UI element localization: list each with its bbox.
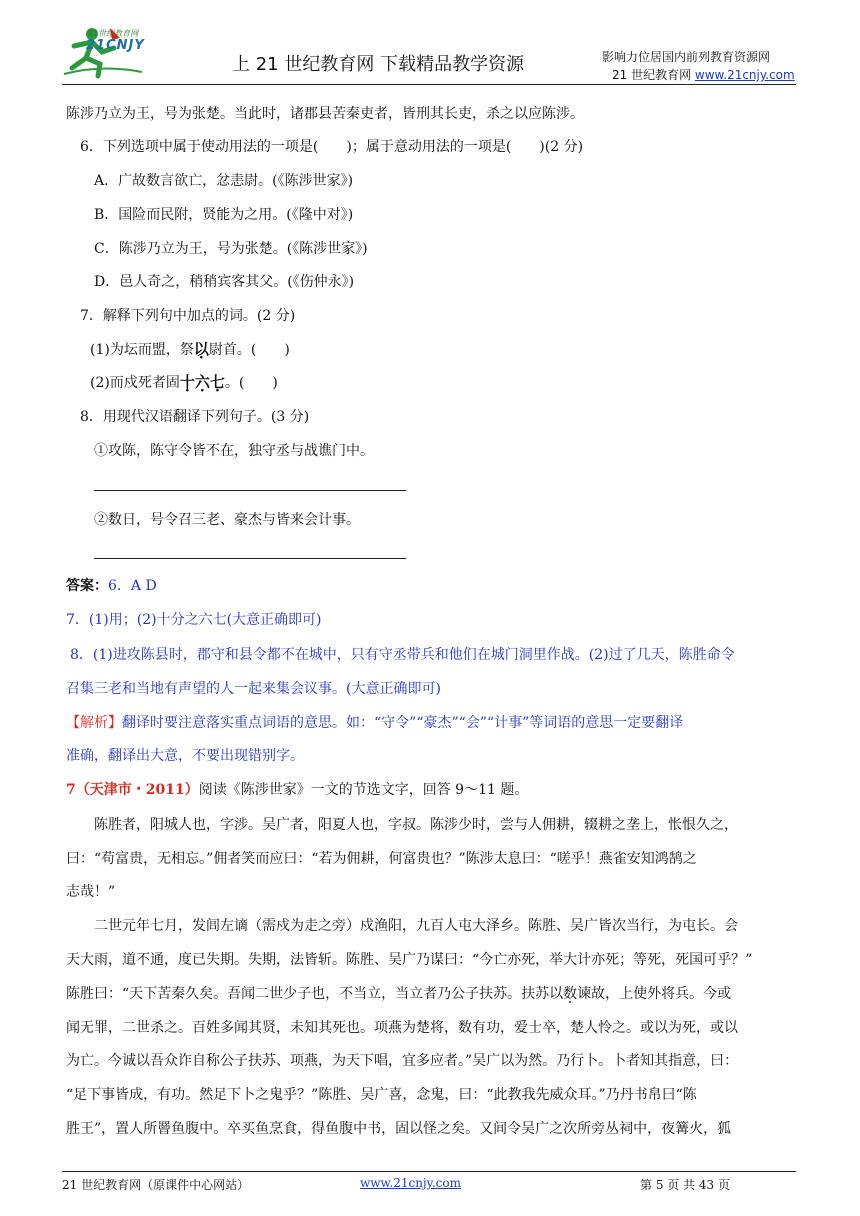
question-7: 7．解释下列句中加点的词。(2 分) bbox=[80, 308, 296, 324]
answer-label: 答案： bbox=[66, 578, 108, 594]
question-7-item-1 bbox=[90, 339, 290, 360]
header-site-label: 21 世纪教育网 bbox=[612, 68, 695, 82]
analysis-line-2: 准确，翻译出大意，不要出现错别字。 bbox=[66, 748, 304, 764]
analysis-tag: 【解析】 bbox=[66, 715, 122, 731]
header-site bbox=[612, 66, 795, 83]
answer-8-line-2: 召集三老和当地有声望的人一起来集会议事。(大意正确即可) bbox=[66, 681, 441, 697]
answer-7: 7．(1)用；(2)十分之六七(大意正确即可) bbox=[66, 612, 322, 628]
q7-1-dotted-word: 以 bbox=[193, 340, 209, 358]
question-8: 8．用现代汉语翻译下列句子。(3 分) bbox=[80, 409, 310, 425]
passage-line-6-a: 陈胜曰：“天下苦秦久矣。吾闻二世少子也，不当立，当立者乃公子扶苏。扶苏以 bbox=[66, 986, 564, 1002]
footer-divider bbox=[62, 1171, 796, 1172]
option-b: B．国险而民附，贤能为之用。(《隆中对》) bbox=[94, 207, 354, 223]
passage-line-2: 曰：“苟富贵，无相忘。”佣者笑而应曰：“若为佣耕，何富贵也？”陈涉太息曰：“嗟乎！燕雀安知鸿鹄之 bbox=[66, 851, 697, 867]
logo-text-brand: 21CNJY bbox=[86, 38, 145, 53]
passage-line-6 bbox=[66, 984, 731, 1004]
question-group-7 bbox=[66, 780, 528, 800]
passage-line-8: 为亡。今诚以吾众诈自称公子扶苏、项燕，为天下唱，宜多应者。”吴广以为然。乃行卜。卜者知其指意，曰： bbox=[66, 1053, 739, 1069]
answer-blank-line-2 bbox=[94, 558, 406, 559]
passage-line-9: “足下事皆成，有功。然足下卜之鬼乎？”陈胜、吴广喜，念鬼，曰：“此教我先威众耳。”乃丹书帛曰“陈 bbox=[66, 1087, 697, 1103]
passage-line-4: 二世元年七月，发闾左谪（需戍为走之旁）戍渔阳，九百人屯大泽乡。陈胜、吴广皆次当行，为屯长。会 bbox=[94, 918, 738, 934]
footer-site-link[interactable]: www.21cnjy.com bbox=[360, 1176, 461, 1190]
answer-6: 6．A D bbox=[108, 578, 157, 594]
answer-line bbox=[66, 576, 157, 596]
question-8-sentence-1: ①攻陈，陈守令皆不在，独守丞与战谯门中。 bbox=[94, 443, 374, 459]
answer-8-line-1: 8．(1)进攻陈县时，郡守和县令都不在城中，只有守丞带兵和他们在城门洞里作战。(2)过了几天，陈胜命令 bbox=[70, 647, 735, 663]
header-slogan: 影响力位居国内前列教育资源网 bbox=[602, 50, 771, 64]
header-title: 上 21 世纪教育网 下载精品教学资源 bbox=[232, 54, 525, 75]
q7-1-text: (1)为坛而盟，祭 bbox=[90, 342, 194, 358]
passage-line-6-c: 谏故，上使外将兵。今或 bbox=[577, 986, 732, 1002]
passage-line-3: 志哉！” bbox=[66, 884, 116, 900]
header-site-link[interactable]: www.21cnjy.com bbox=[694, 68, 795, 82]
question-6: 6．下列选项中属于使动用法的一项是( )；属于意动用法的一项是( )(2 分) bbox=[80, 139, 584, 155]
analysis-line-1 bbox=[66, 713, 683, 733]
analysis-text-1: 翻译时要注意落实重点词语的意思。如：“守令”“豪杰”“会”“计事”等词语的意思一定要翻译 bbox=[122, 715, 684, 731]
q7-2-dotted-word-2: 六 bbox=[194, 373, 210, 391]
passage-line-5: 天大雨，道不通，度已失期。失期，法皆斩。陈胜、吴广乃谋曰：“今亡亦死，举大计亦死；等死，死国可乎？” bbox=[66, 952, 753, 968]
passage-end-line: 陈涉乃立为王，号为张楚。当此时，诸郡县苦秦吏者，皆刑其长吏，杀之以应陈涉。 bbox=[66, 106, 584, 122]
option-d: D．邑人奇之，稍稍宾客其父。(《伤仲永》) bbox=[94, 274, 355, 290]
question-8-sentence-2: ②数日，号令召三老、豪杰与皆来会计事。 bbox=[94, 512, 360, 528]
option-c: C．陈涉乃立为王，号为张楚。(《陈涉世家》) bbox=[94, 241, 368, 257]
logo-text-top: 21世纪教育网 bbox=[88, 29, 139, 38]
footer-left: 21 世纪教育网（原课件中心网站） bbox=[62, 1178, 250, 1192]
passage-line-10: 胜王”，置人所罾鱼腹中。卒买鱼烹食，得鱼腹中书，固以怪之矣。又间令吴广之次所旁丛祠中，夜篝火，狐 bbox=[66, 1121, 732, 1137]
footer-page-number: 第 5 页 共 43 页 bbox=[640, 1178, 730, 1192]
q7-1-blank: 尉首。( ) bbox=[208, 342, 290, 358]
answer-blank-line-1 bbox=[94, 490, 406, 491]
question-7-item-2 bbox=[90, 372, 278, 393]
q7-2-blank: 。( ) bbox=[224, 375, 278, 391]
passage-line-7: 闻无罪，二世杀之。百姓多闻其贤，未知其死也。项燕为楚将，数有功，爱士卒，楚人怜之。或以为死，或以 bbox=[66, 1020, 738, 1036]
passage-dotted-word: 数 bbox=[563, 986, 578, 1002]
question-group-instruction: 阅读《陈涉世家》一文的节选文字，回答 9～11 题。 bbox=[198, 782, 529, 798]
footer-link-wrap bbox=[360, 1176, 461, 1190]
page-header bbox=[0, 0, 860, 90]
option-a: A．广故数言欲亡，忿恚尉。(《陈涉世家》) bbox=[94, 173, 354, 189]
header-divider bbox=[62, 84, 796, 85]
q7-2-dotted-word-1: 十 bbox=[179, 373, 195, 391]
q7-2-dotted-word-3: 七 bbox=[209, 373, 225, 391]
passage-line-1: 陈胜者，阳城人也，字涉。吴广者，阳夏人也，字叔。陈涉少时，尝与人佣耕，辍耕之垄上，怅恨久之， bbox=[94, 817, 738, 833]
q7-2-text: (2)而戍死者固 bbox=[90, 375, 180, 391]
question-group-source: 7（天津市・2011） bbox=[66, 782, 199, 798]
